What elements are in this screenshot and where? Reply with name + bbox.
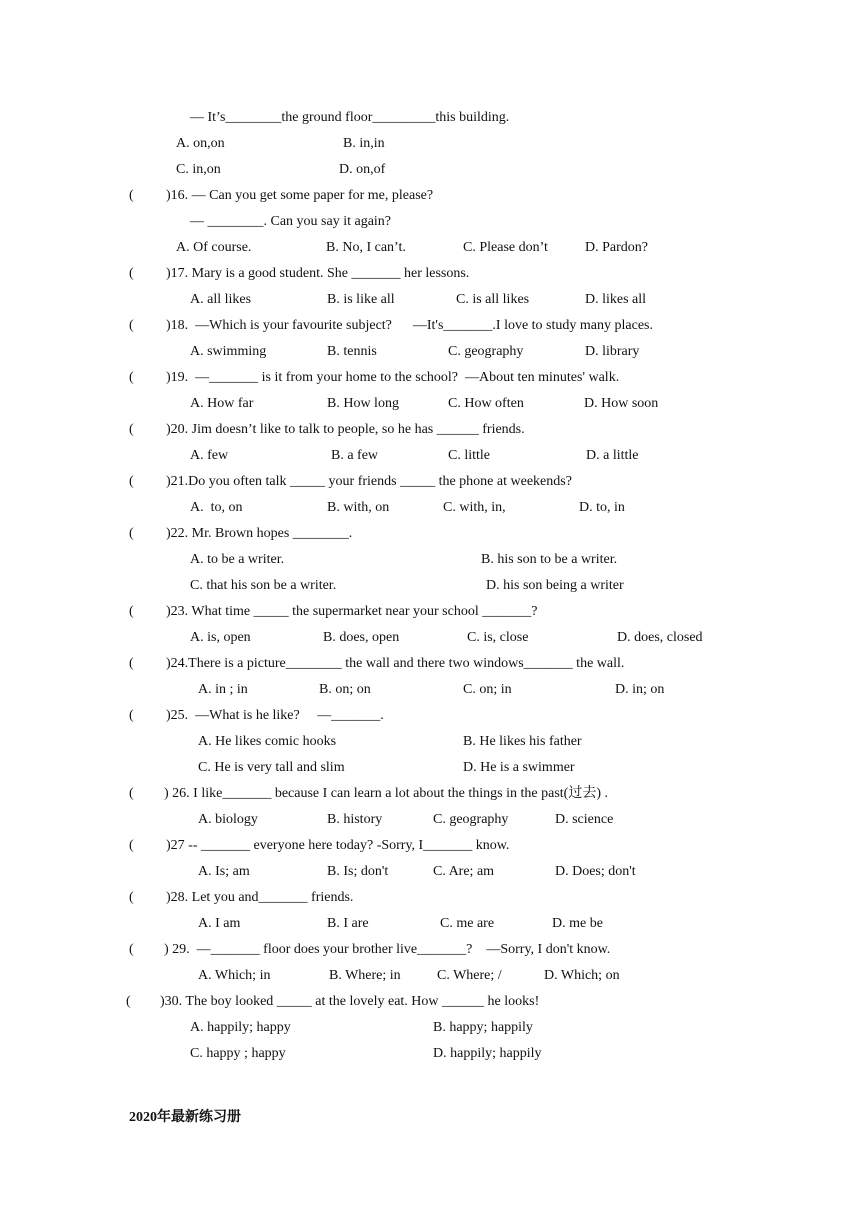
- option-a: A. He likes comic hooks: [198, 734, 337, 749]
- question-22: )22. Mr. Brown hopes ________.: [166, 526, 353, 541]
- line-0: — It’s________the ground floor_________this building.: [190, 110, 510, 125]
- option-c: C. He is very tall and slim: [198, 760, 345, 775]
- option-a: A. Of course.: [176, 240, 252, 255]
- option-a: A. to, on: [190, 500, 243, 515]
- question-25: )25. —What is he like? —_______.: [166, 708, 384, 723]
- option-d: D. science: [555, 812, 614, 827]
- option-d: D. How soon: [584, 396, 659, 411]
- option-d: D. library: [585, 344, 640, 359]
- option-c: C. happy ; happy: [190, 1046, 286, 1061]
- option-d: D. Which; on: [544, 968, 620, 983]
- answer-paren: (: [129, 266, 134, 281]
- option-a: A. in ; in: [198, 682, 248, 697]
- option-d: D. He is a swimmer: [463, 760, 575, 775]
- option-b: B. with, on: [327, 500, 390, 515]
- option-a: A. biology: [198, 812, 258, 827]
- option-a: A. swimming: [190, 344, 267, 359]
- option-b: B. happy; happily: [433, 1020, 533, 1035]
- option-a: A. is, open: [190, 630, 251, 645]
- option-b: B. his son to be a writer.: [481, 552, 618, 567]
- option-c: C. me are: [440, 916, 495, 931]
- option-b: B. a few: [331, 448, 379, 463]
- option-b: B. on; on: [319, 682, 371, 697]
- question-23: )23. What time _____ the supermarket near your school _______?: [166, 604, 538, 619]
- question-21: )21.Do you often talk _____ your friends _____ the phone at weekends?: [166, 474, 572, 489]
- answer-paren: (: [129, 370, 134, 385]
- option-b: B. tennis: [327, 344, 377, 359]
- answer-paren: (: [129, 526, 134, 541]
- answer-paren: (: [129, 656, 134, 671]
- option-b: B. No, I can’t.: [326, 240, 406, 255]
- question-19: )19. —_______ is it from your home to the school? —About ten minutes' walk.: [166, 370, 620, 385]
- option-d: D. happily; happily: [433, 1046, 542, 1061]
- option-b: B. Is; don't: [327, 864, 389, 879]
- answer-paren: (: [129, 318, 134, 333]
- option-b: B. He likes his father: [463, 734, 582, 749]
- question-30: )30. The boy looked _____ at the lovely eat. How ______ he looks!: [160, 994, 540, 1009]
- option-b: B. I are: [327, 916, 369, 931]
- answer-paren: (: [129, 474, 134, 489]
- answer-paren: (: [129, 786, 134, 801]
- option-a: A. to be a writer.: [190, 552, 285, 567]
- option-c: C. How often: [448, 396, 524, 411]
- option-d: D. in; on: [615, 682, 665, 697]
- option-a: A. How far: [190, 396, 254, 411]
- option-c: C. little: [448, 448, 490, 463]
- option-c: C. in,on: [176, 162, 221, 177]
- option-d: D. Pardon?: [585, 240, 648, 255]
- option-c: C. is, close: [467, 630, 529, 645]
- option-c: C. Please don’t: [463, 240, 548, 255]
- option-a: A. all likes: [190, 292, 252, 307]
- question-20: )20. Jim doesn’t like to talk to people, so he has ______ friends.: [166, 422, 525, 437]
- answer-paren: (: [129, 708, 134, 723]
- answer-paren: (: [129, 942, 134, 957]
- option-d: D. me be: [552, 916, 603, 931]
- option-a: A. I am: [198, 916, 241, 931]
- answer-paren: (: [129, 604, 134, 619]
- answer-paren: (: [129, 188, 134, 203]
- answer-paren: (: [129, 890, 134, 905]
- option-b: B. Where; in: [329, 968, 401, 983]
- option-c: C. on; in: [463, 682, 512, 697]
- option-c: C. geography: [433, 812, 509, 827]
- option-c: C. Are; am: [433, 864, 495, 879]
- option-b: B. in,in: [343, 136, 385, 151]
- question-24: )24.There is a picture________ the wall and there two windows_______ the wall.: [166, 656, 625, 671]
- question-16: )16. — Can you get some paper for me, please?: [166, 188, 434, 203]
- option-d: D. does, closed: [617, 630, 703, 645]
- option-c: C. Where; /: [437, 968, 502, 983]
- question-16-reply: — ________. Can you say it again?: [190, 214, 392, 229]
- answer-paren: (: [126, 994, 131, 1009]
- answer-paren: (: [129, 422, 134, 437]
- option-a: A. few: [190, 448, 229, 463]
- option-c: C. with, in,: [443, 500, 506, 515]
- option-c: C. that his son be a writer.: [190, 578, 337, 593]
- option-d: D. his son being a writer: [486, 578, 624, 593]
- question-26: ) 26. I like_______ because I can learn a lot about the things in the past(过去) .: [164, 786, 608, 801]
- option-b: B. How long: [327, 396, 399, 411]
- option-a: A. on,on: [176, 136, 225, 151]
- footer-text: 2020年最新练习册: [129, 1110, 241, 1125]
- question-29: ) 29. —_______ floor does your brother live_______? —Sorry, I don't know.: [164, 942, 611, 957]
- option-d: D. a little: [586, 448, 639, 463]
- option-a: A. Which; in: [198, 968, 271, 983]
- question-28: )28. Let you and_______ friends.: [166, 890, 354, 905]
- question-27: )27 -- _______ everyone here today? -Sorry, I_______ know.: [166, 838, 510, 853]
- option-a: A. happily; happy: [190, 1020, 291, 1035]
- option-d: D. on,of: [339, 162, 386, 177]
- option-d: D. to, in: [579, 500, 625, 515]
- option-b: B. is like all: [327, 292, 395, 307]
- option-a: A. Is; am: [198, 864, 250, 879]
- option-b: B. does, open: [323, 630, 400, 645]
- question-18: )18. —Which is your favourite subject? —It's_______.I love to study many places.: [166, 318, 653, 333]
- option-b: B. history: [327, 812, 383, 827]
- answer-paren: (: [129, 838, 134, 853]
- question-17: )17. Mary is a good student. She _______ her lessons.: [166, 266, 470, 281]
- option-d: D. likes all: [585, 292, 647, 307]
- option-c: C. geography: [448, 344, 524, 359]
- option-c: C. is all likes: [456, 292, 530, 307]
- option-d: D. Does; don't: [555, 864, 636, 879]
